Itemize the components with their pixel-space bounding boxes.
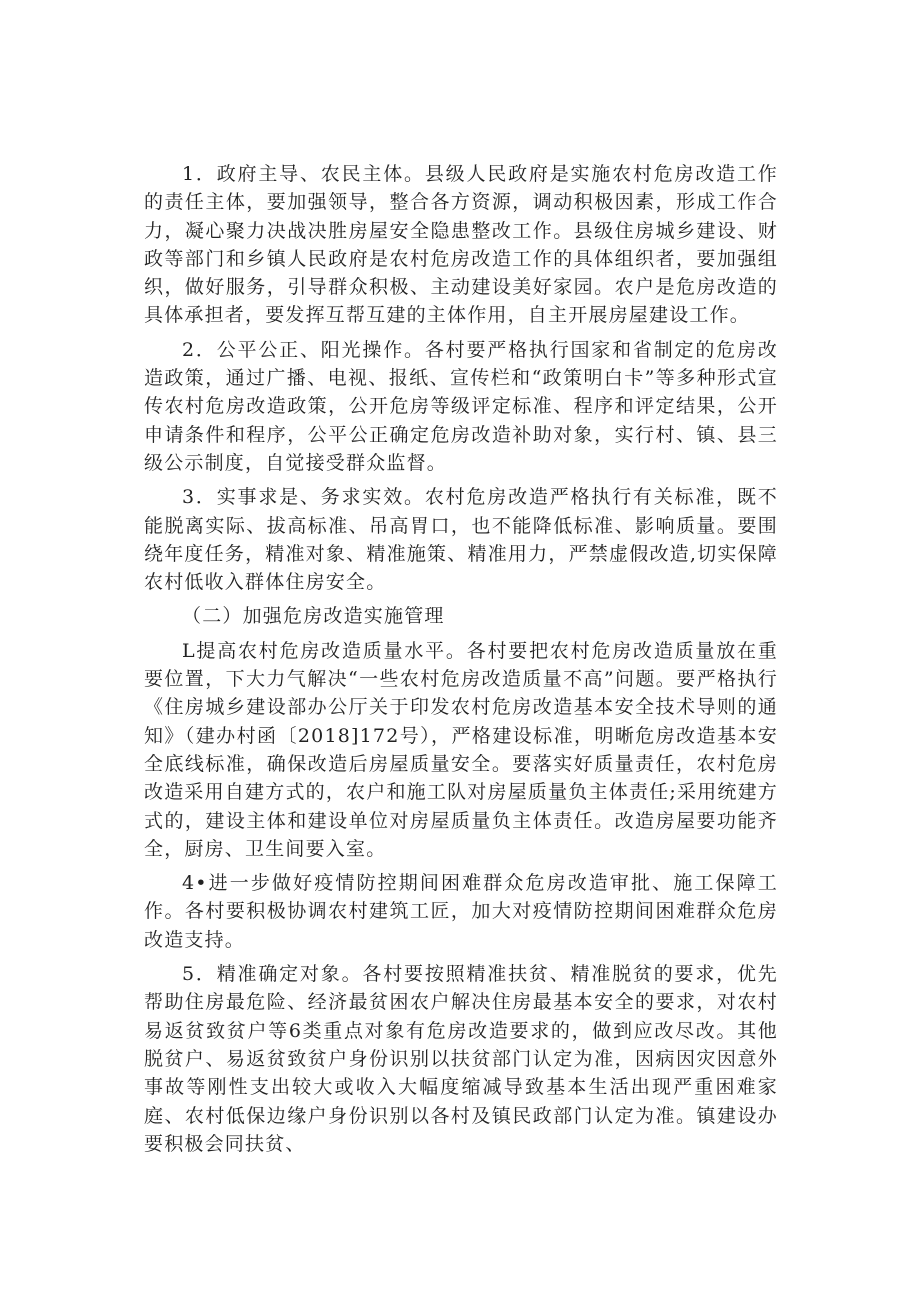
paragraph-principle-3: 3．实事求是、务求实效。农村危房改造严格执行有关标准，既不能脱离实际、拔高标准、吊高胃口，也不能降低标准、影响质量。要围绕年度任务，精准对象、精准施策、精准用力，严禁虚假改造,切实保障农村低收入群体住房安全。 [144,486,778,594]
paragraph-quality: L提高农村危房改造质量水平。各村要把农村危房改造质量放在重要位置，下大力气解决“一些农村危房改造质量不高”问题。要严格执行《住房城乡建设部办公厅关于印发农村危房改造基本安全技术导则的通知》（建办村函〔2018]172号），严格建设标准，明晰危房改造基本安全底线标准，确保改造后房屋质量安全。要落实好质量责任，农村危房改造采用自建方式的，农户和施工队对房屋质量负主体责任;采用统建方式的，建设主体和建设单位对房屋质量负主体责任。改造房屋要功能齐全，厨房、卫生间要入室。 [144,639,778,860]
paragraph-principle-2: 2．公平公正、阳光操作。各村要严格执行国家和省制定的危房改造政策，通过广播、电视、报纸、宣传栏和“政策明白卡”等多种形式宣传农村危房改造政策，公开危房等级评定标准、程序和评定结果，公开申请条件和程序，公平公正确定危房改造补助对象，实行村、镇、县三级公示制度，自觉接受群众监督。 [144,338,778,474]
paragraph-principle-1: 1．政府主导、农民主体。县级人民政府是实施农村危房改造工作的责任主体，要加强领导，整合各方资源，调动积极因素，形成工作合力，凝心聚力决战决胜房屋安全隐患整改工作。县级住房城乡建设、财政等部门和乡镇人民政府是农村危房改造工作的具体组织者，要加强组织，做好服务，引导群众积极、主动建设美好家园。农户是危房改造的具体承担者，要发挥互帮互建的主体作用，自主开展房屋建设工作。 [144,163,778,327]
paragraph-epidemic: 4•进一步做好疫情防控期间困难群众危房改造审批、施工保障工作。各村要积极协调农村建筑工匠，加大对疫情防控期间困难群众危房改造支持。 [144,872,778,951]
paragraph-targets: 5．精准确定对象。各村要按照精准扶贫、精准脱贫的要求，优先帮助住房最危险、经济最贫困农户解决住房最基本安全的要求，对农村易返贫致贫户等6类重点对象有危房改造要求的，做到应改尽改。其他脱贫户、易返贫致贫户身份识别以扶贫部门认定为准，因病因灾因意外事故等刚性支出较大或收入大幅度缩减导致基本生活出现严重困难家庭、农村低保边缘户身份识别以各村及镇民政部门认定为准。镇建设办要积极会同扶贫、 [144,963,778,1155]
document-body [144,160,778,1164]
section-heading: （二）加强危房改造实施管理 [182,605,445,628]
